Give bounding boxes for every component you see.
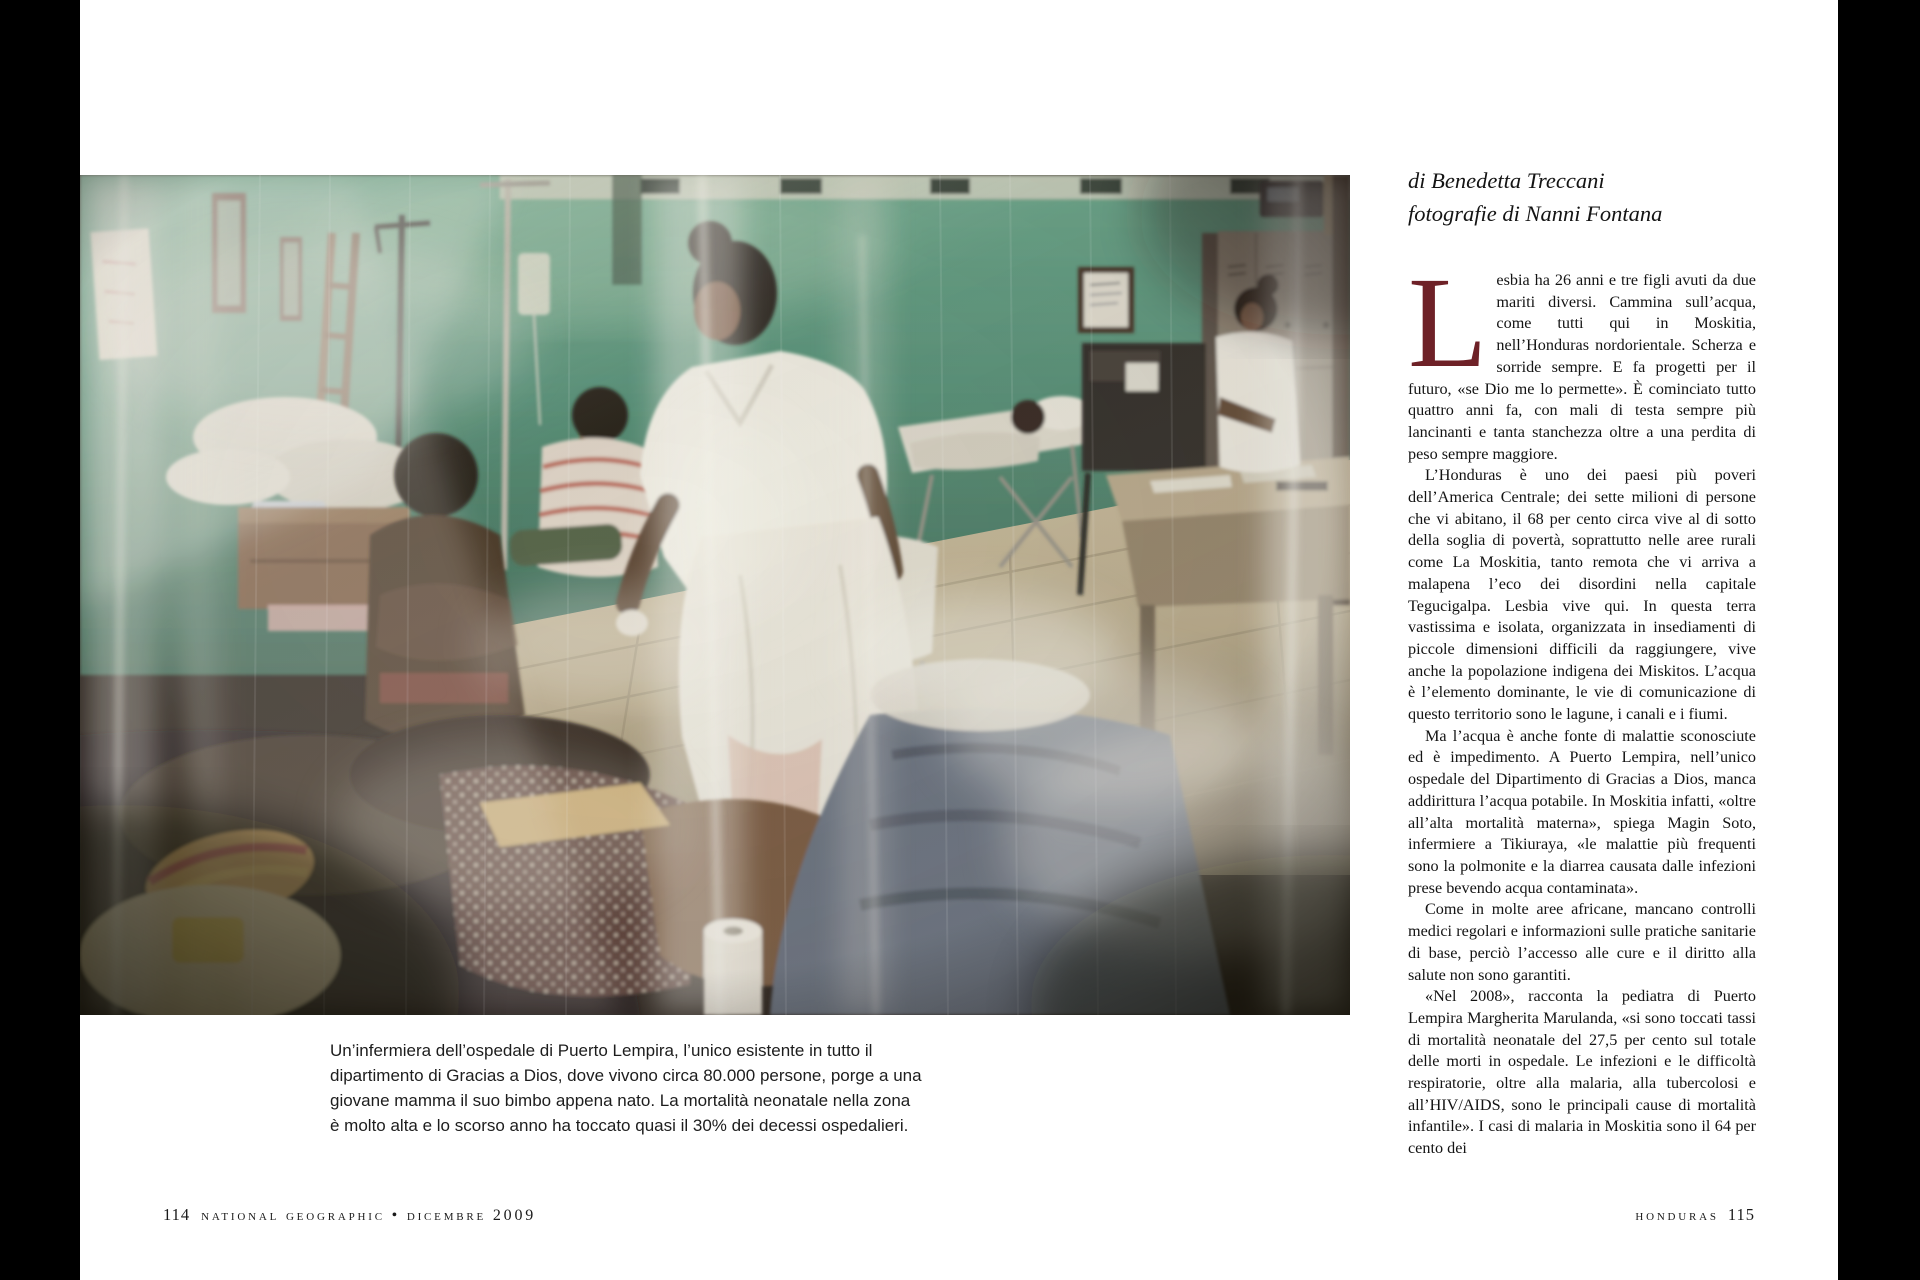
article-column	[1408, 0, 1756, 1280]
article-paragraph: Ma l’acqua è anche fonte di malattie sconosciute ed è impedimento. A Puerto Lempira, nell’unico ospedale del Dipartimento di Gracias a Dios, manca addirittura l’acqua potabile. In Moskitia infatti, «oltre all’alta mortalità materna», spiega Magin Soto, infermiere a Tikiuraya, «le malattie più frequenti sono la polmonite e la diarrea causata dalle infezioni prese bevendo acqua contaminata».	[1408, 726, 1756, 897]
page-number-right: 115	[1727, 1205, 1755, 1224]
photo-vignette	[80, 175, 1350, 1015]
article-paragraph: Come in molte aree africane, mancano controlli medici regolari e informazioni sulle pratiche sanitarie di base, perciò l’accesso alle cure e il diritto alla salute non sono garantiti.	[1408, 900, 1756, 984]
article-paragraph: L’Honduras è uno dei paesi più poveri dell’America Centrale; dei sette milioni di persone che vi abitano, il 68 per cento circa vive al di sotto della soglia di povertà, soprattutto nelle aree rurali come La Moskitia, tanto remota che vi arriva a malapena l’eco dei disordini nella capitale Tegucigalpa. Lesbia vive qui. In questa terra vastissima e isolata, organizzata in insediamenti di piccole dimensioni difficili da raggiungere, vive anche la popolazione indigena dei Miskitos. L’acqua è l’elemento dominante, le vie di comunicazione di questo territorio sono le lagune, i canali e i fiumi.	[1408, 466, 1756, 724]
page-number-left: 114	[163, 1205, 191, 1224]
folio-right	[1635, 1205, 1755, 1225]
byline-photographer: fotografie di Nanni Fontana	[1408, 201, 1663, 226]
drop-cap: L	[1408, 251, 1488, 395]
folio-right-label: honduras	[1635, 1207, 1719, 1224]
paragraph-text: esbia ha 26 anni e tre figli avuti da due mariti diversi. Cammina sull’acqua, come tutti qui in Moskitia, nell’Honduras nordorientale. Scherza e sorride sempre. E fa progetti per il futuro, «se Dio me lo permette». È cominciato tutto quattro anni fa, con mali di testa sempre più lancinanti e tanta stanchezza oltre a una perdita di peso sempre maggiore.	[1408, 271, 1756, 463]
article-paragraph	[1408, 251, 1756, 465]
hospital-ward-photo-illustration	[80, 175, 1350, 1015]
byline	[1408, 164, 1756, 230]
folio-left-label: national geographic • dicembre 2009	[201, 1207, 537, 1224]
article-paragraph: «Nel 2008», racconta la pediatra di Puerto Lempira Margherita Marulanda, «si sono toccati tassi di mortalità neonatale del 27,5 per cento sul totale delle morti in ospedale. Le infezioni e le difficoltà respiratorie, oltre alla malaria, alla tubercolosi e all’HIV/AIDS, sono le principali cause di mortalità infantile». I casi di malaria in Moskitia sono il 64 per cento dei	[1408, 987, 1756, 1158]
byline-author: di Benedetta Treccani	[1408, 168, 1605, 193]
folio-left	[163, 1205, 536, 1225]
spread-page	[80, 0, 1838, 1280]
photo-caption: Un’infermiera dell’ospedale di Puerto Lempira, l’unico esistente in tutto il dipartimento di Gracias a Dios, dove vivono circa 80.000 persone, porge a una giovane mamma il suo bimbo appena nato. La mortalità neonatale nella zona è molto alta e lo scorso anno ha toccato quasi il 30% dei decessi ospedalieri.	[330, 1041, 922, 1135]
article-body	[1408, 251, 1756, 1160]
hospital-ward-photo	[80, 175, 1350, 1015]
